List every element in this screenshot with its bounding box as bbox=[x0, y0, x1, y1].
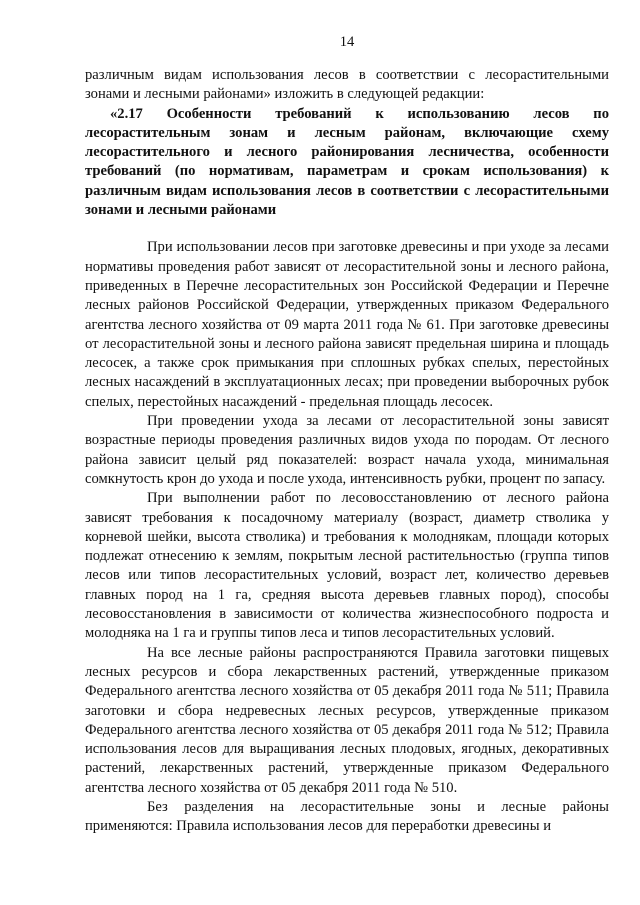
section-heading: «2.17 Особенности требований к использованию лесов по лесорастительным зонам и лесным районам, включающие схему лесорастительного и лесного районирования лесничества, особенности требований (по нормативам, параметрам и срокам использования) к различным видам использования лесов в соответствии с лесорастительными зонами и лесными районами bbox=[85, 105, 609, 219]
body-paragraph: Без разделения на лесорастительные зоны и лесные районы применяются: Правила использования лесов для переработки древесины и bbox=[85, 798, 609, 835]
body-paragraph: При использовании лесов при заготовке древесины и при уходе за лесами нормативы проведения работ зависят от лесорастительной зоны и лесного района, приведенных в Перечне лесорастительных зон Российской Федерации и Перечне лесных районов Российской Федерации, утвержденных приказом Федерального агентства лесного хозяйства от 09 марта 2011 года № 61. При заготовке древесины от лесорастительной зоны и лесного района зависят предельная ширина и площадь лесосек, а также срок примыкания при сплошных рубках спелых, перестойных лесных насаждений в эксплуатационных лесах; при проведении выборочных рубок спелых, перестойных насаждений - предельная площадь лесосек. bbox=[85, 239, 609, 410]
body-paragraph: На все лесные районы распространяются Правила заготовки пищевых лесных ресурсов и сбора лекарственных растений, утвержденные приказом Федерального агентства лесного хозяйства от 05 декабря 2011 года № 511; Правила заготовки и сбора недревесных лесных ресурсов, утвержденные приказом Федерального агентства лесного хозяйства от 05 декабря 2011 года № 512; Правила использования лесов для выращивания лесных плодовых, ягодных, декоративных растений, лекарственных растений, утвержденные приказом Федерального агентства лесного хозяйства от 05 декабря 2011 года № 510. bbox=[85, 644, 609, 796]
page-number: 14 bbox=[339, 34, 355, 50]
lead-paragraph: различным видам использования лесов в соответствии с лесорастительными зонами и лесными районами» изложить в следующей редакции: bbox=[85, 67, 609, 103]
body-paragraph: При проведении ухода за лесами от лесорастительной зоны зависят возрастные периоды проведения различных видов ухода по породам. От лесного района зависит целый ряд показателей: возраст начала ухода, минимальная сомкнутость крон до ухода и после ухода, интенсивность рубки, процент по запасу. bbox=[85, 413, 609, 487]
body-paragraph: При выполнении работ по лесовосстановлению от лесного района зависят требования к посадочному материалу (возраст, диаметр стволика у корневой шейки, высота стволика) и требования к молоднякам, площади которых подлежат отнесению к землям, покрытым лесной растительностью (группа типов лесов или типов лесорастительных условий, возраст лет, количество деревьев главных пород на 1 га, средняя высота деревьев главных пород), способы лесовосстановления в зависимости от количества жизнеспособного подроста и молодняка на 1 га и группы типов леса и типов лесорастительных условий. bbox=[85, 490, 609, 642]
document-body bbox=[85, 66, 609, 837]
